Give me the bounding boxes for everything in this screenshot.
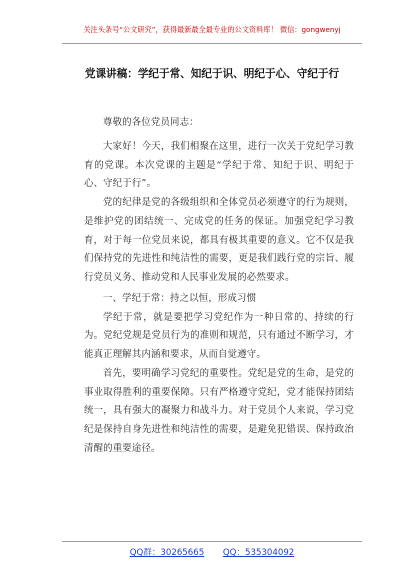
body-paragraph: 首先，要明确学习党纪的重要性。党纪是党的生命，是党的事业取得胜利的重要保障。只有严格遵守党纪，党才能保持团结统一，具有强大的凝聚力和战斗力。对于党员个人来说，学习党纪是保持自身先进性和纯洁性的需要，是避免犯错误、保持政治清醒的重要途径。 (84, 367, 354, 454)
document-title: 党课讲稿：学纪于常、知纪于识、明纪于心、守纪于行 (84, 68, 340, 80)
document-body (84, 114, 354, 459)
page-footer (62, 546, 362, 560)
qq-contact-link[interactable]: QQ：535304092 (222, 548, 295, 558)
body-paragraph: 学纪于常，就是要把学习党纪作为一种日常的、持续的行为。党纪党规是党员行为的准则和规范，只有通过不断学习，才能真正理解其内涵和要求，从而自觉遵守。 (84, 311, 354, 360)
body-paragraph: 大家好！今天，我们相聚在这里，进行一次关于党纪学习教育的党课。本次党课的主题是“学纪于常、知纪于识、明纪于心、守纪于行”。 (84, 140, 354, 190)
page-header-banner: 关注头条号“公文研究”，获得最新最全最专业的公文资料库！ 微信：gongwenyj (83, 25, 341, 34)
body-paragraph: 党的纪律是党的各级组织和全体党员必须遵守的行为规则，是维护党的团结统一、完成党的任务的保证。加强党纪学习教育，对于每一位党员来说，都具有极其重要的意义。它不仅是我们保持党的先进性和纯洁性的需要，更是我们践行党的宗旨、履行党员义务、推动党和人民事业发展的必然要求。 (84, 197, 354, 283)
header-divider (62, 43, 362, 44)
footer-divider (62, 541, 362, 542)
qq-group-link[interactable]: QQ群：30265665 (129, 548, 205, 558)
greeting-paragraph: 尊敬的各位党员同志： (103, 117, 199, 128)
section-heading: 一、学纪于常：持之以恒，形成习惯 (103, 292, 257, 304)
